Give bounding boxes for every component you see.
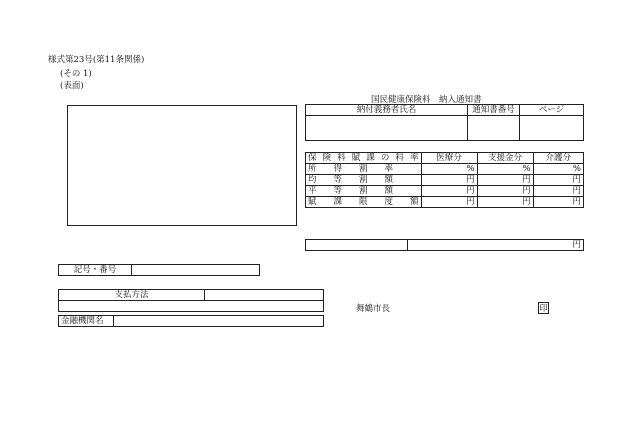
total-amount-cell[interactable]: 円 — [408, 240, 584, 251]
payer-name-field[interactable] — [306, 116, 468, 141]
rate-cell[interactable]: 円 — [533, 197, 583, 208]
table-row — [306, 164, 584, 175]
rate-row-label: 賦 課 限 度 額 — [306, 197, 422, 208]
table-row — [306, 186, 584, 197]
document-title: 国民健康保険料 納入通知書 — [371, 95, 482, 105]
rate-col-support: 支援金分 — [477, 153, 533, 164]
payment-method-label: 支払方法 — [59, 290, 205, 301]
rate-table — [305, 152, 584, 208]
page-field[interactable] — [520, 116, 584, 141]
rate-cell[interactable]: 円 — [421, 186, 477, 197]
seal-mark: 印 — [539, 304, 548, 314]
rate-row-label: 平 等 割 額 — [306, 186, 422, 197]
rate-row-label: 均 等 割 額 — [306, 175, 422, 186]
rate-header-label: 保 険 料 賦 課 の 料 率 — [306, 153, 422, 164]
address-window-box — [67, 105, 297, 226]
page-header: ページ — [520, 105, 584, 116]
table-row — [306, 175, 584, 186]
total-label-cell — [306, 240, 408, 251]
rate-cell[interactable]: % — [477, 164, 533, 175]
rate-col-care: 介護分 — [533, 153, 583, 164]
bank-name-field[interactable] — [114, 316, 324, 327]
form-number: 様式第23号(第11条関係) — [48, 55, 145, 65]
payer-name-header: 納付義務者氏名 — [306, 105, 468, 116]
payment-table — [58, 289, 324, 312]
part-label: (その 1) — [60, 69, 92, 79]
table-row — [306, 197, 584, 208]
symbol-number-table — [58, 264, 260, 276]
bank-name-label: 金融機関名 — [59, 316, 114, 327]
payer-table — [305, 104, 584, 141]
rate-row-label: 所 得 割 率 — [306, 164, 422, 175]
payment-method-field[interactable] — [205, 290, 324, 301]
rate-cell[interactable]: 円 — [421, 197, 477, 208]
bank-table — [58, 315, 324, 327]
side-label: (表面) — [60, 81, 84, 91]
rate-cell[interactable]: 円 — [533, 175, 583, 186]
symbol-number-field[interactable] — [132, 265, 260, 276]
rate-col-medical: 医療分 — [421, 153, 477, 164]
notice-number-field[interactable] — [468, 116, 520, 141]
notice-number-header: 通知書番号 — [468, 105, 520, 116]
mayor-title: 舞鶴市長 — [356, 304, 391, 314]
rate-cell[interactable]: % — [421, 164, 477, 175]
total-table — [305, 239, 584, 251]
rate-cell[interactable]: 円 — [477, 175, 533, 186]
symbol-number-label: 記号・番号 — [59, 265, 132, 276]
rate-cell[interactable]: 円 — [421, 175, 477, 186]
rate-cell[interactable]: 円 — [477, 197, 533, 208]
rate-cell[interactable]: 円 — [477, 186, 533, 197]
rate-cell[interactable]: 円 — [533, 186, 583, 197]
rate-cell[interactable]: % — [533, 164, 583, 175]
payment-blank-row[interactable] — [59, 301, 324, 312]
